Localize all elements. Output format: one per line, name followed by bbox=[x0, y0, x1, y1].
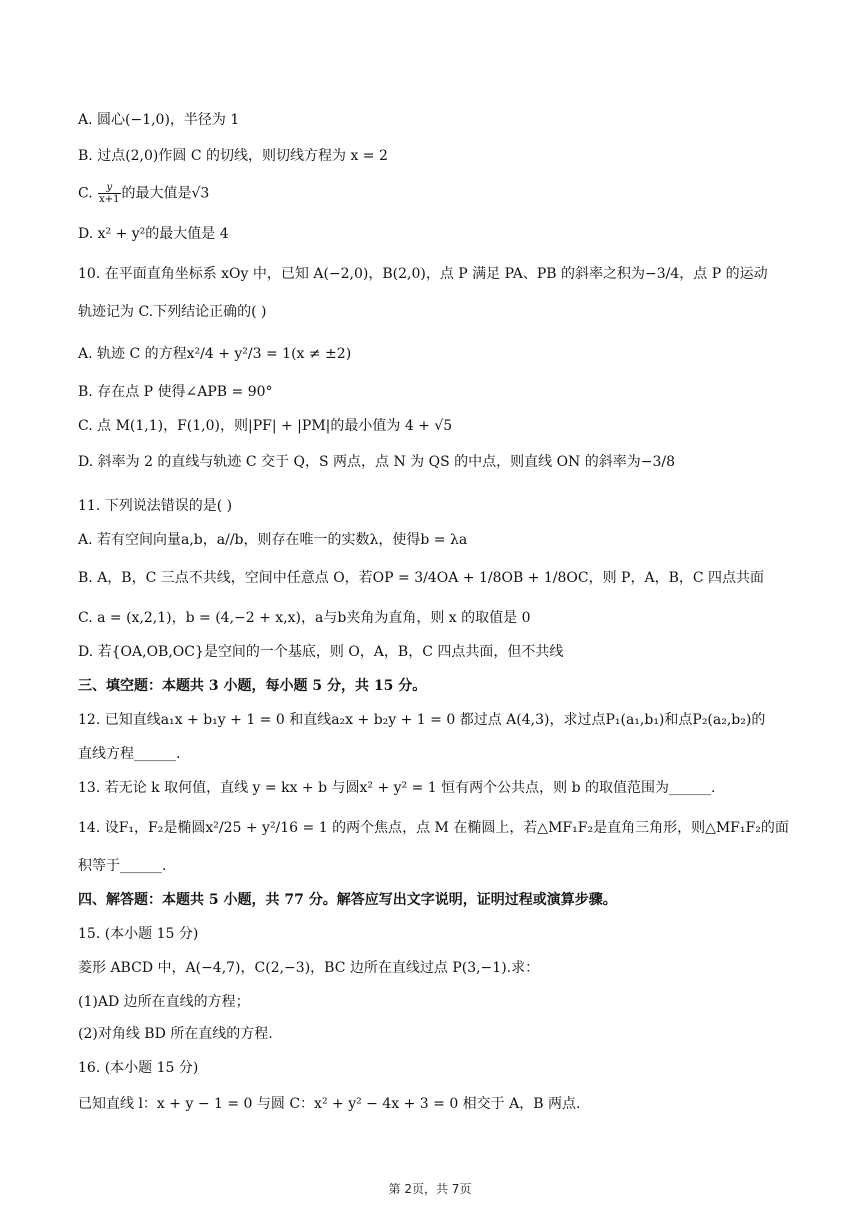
q9-option-a: A. 圆心(−1,0)，半径为 1 bbox=[78, 112, 240, 128]
q11-stem: 11. 下列说法错误的是( ) bbox=[78, 498, 233, 514]
q10-stem-line2: 轨迹记为 C.下列结论正确的( ) bbox=[78, 304, 267, 320]
q16-header: 16. (本小题 15 分) bbox=[78, 1060, 199, 1076]
q15-part2: (2)对角线 BD 所在直线的方程. bbox=[78, 1026, 273, 1042]
fraction-y-over-x-plus-1: $\frac{y}{x+1}$ bbox=[99, 182, 120, 205]
q13-stem: 13. 若无论 k 取何值，直线 y = kx + b 与圆x² + y² = 1 恒有两个公共点，则 b 的取值范围为______. bbox=[78, 780, 716, 796]
q11-option-b: B. A，B，C 三点不共线，空间中任意点 O，若OP = 3/4OA + 1/8OB + 1/8OC，则 P，A，B，C 四点共面 bbox=[78, 570, 765, 586]
q11-option-a: A. 若有空间向量a,b，a//b，则存在唯一的实数λ，使得b = λa bbox=[78, 532, 468, 548]
page-footer: 第 2页，共 7页 bbox=[388, 1182, 472, 1196]
section-3-heading: 三、填空题：本题共 3 小题，每小题 5 分，共 15 分。 bbox=[78, 678, 427, 694]
q10-option-d: D. 斜率为 2 的直线与轨迹 C 交于 Q，S 两点，点 N 为 QS 的中点，则直线 ON 的斜率为−3/8 bbox=[78, 454, 676, 470]
q9-option-c: C. $\frac{y}{x+1}$ 的最大值是√3 bbox=[78, 182, 210, 205]
q15-stem: 菱形 ABCD 中，A(−4,7)，C(2,−3)，BC 边所在直线过点 P(3,−1).求： bbox=[78, 960, 540, 976]
q15-header: 15. (本小题 15 分) bbox=[78, 926, 199, 942]
q16-stem: 已知直线 l：x + y − 1 = 0 与圆 C：x² + y² − 4x + 3 = 0 相交于 A，B 两点. bbox=[78, 1096, 581, 1112]
q11-option-c: C. a = (x,2,1)，b = (4,−2 + x,x)，a与b夹角为直角，则 x 的取值是 0 bbox=[78, 610, 531, 626]
q14-line1: 14. 设F₁，F₂是椭圆x²/25 + y²/16 = 1 的两个焦点，点 M 在椭圆上，若△MF₁F₂是直角三角形，则△MF₁F₂的面 bbox=[78, 820, 789, 836]
q10-option-c: C. 点 M(1,1)，F(1,0)，则|PF| + |PM|的最小值为 4 + √5 bbox=[78, 418, 453, 434]
q10-stem-line1: 10. 在平面直角坐标系 xOy 中，已知 A(−2,0)，B(2,0)，点 P 满足 PA、PB 的斜率之积为−3/4，点 P 的运动 bbox=[78, 266, 768, 282]
q15-part1: (1)AD 边所在直线的方程； bbox=[78, 994, 250, 1010]
section-4-heading: 四、解答题：本题共 5 小题，共 77 分。解答应写出文字说明，证明过程或演算步骤。 bbox=[78, 892, 617, 908]
q9-option-d: D. x² + y²的最大值是 4 bbox=[78, 226, 229, 242]
q14-line2: 积等于______. bbox=[78, 858, 167, 874]
q10-option-a: A. 轨迹 C 的方程x²/4 + y²/3 = 1(x ≠ ±2) bbox=[78, 346, 352, 362]
q11-option-d: D. 若{OA,OB,OC}是空间的一个基底，则 O，A，B，C 四点共面，但不共线 bbox=[78, 644, 564, 660]
q12-line2: 直线方程______. bbox=[78, 746, 181, 762]
q10-option-b: B. 存在点 P 使得∠APB = 90° bbox=[78, 384, 273, 400]
q9-option-b: B. 过点(2,0)作圆 C 的切线，则切线方程为 x = 2 bbox=[78, 148, 388, 164]
q12-line1: 12. 已知直线a₁x + b₁y + 1 = 0 和直线a₂x + b₂y + 1 = 0 都过点 A(4,3)，求过点P₁(a₁,b₁)和点P₂(a₂,b₂)的 bbox=[78, 712, 766, 728]
